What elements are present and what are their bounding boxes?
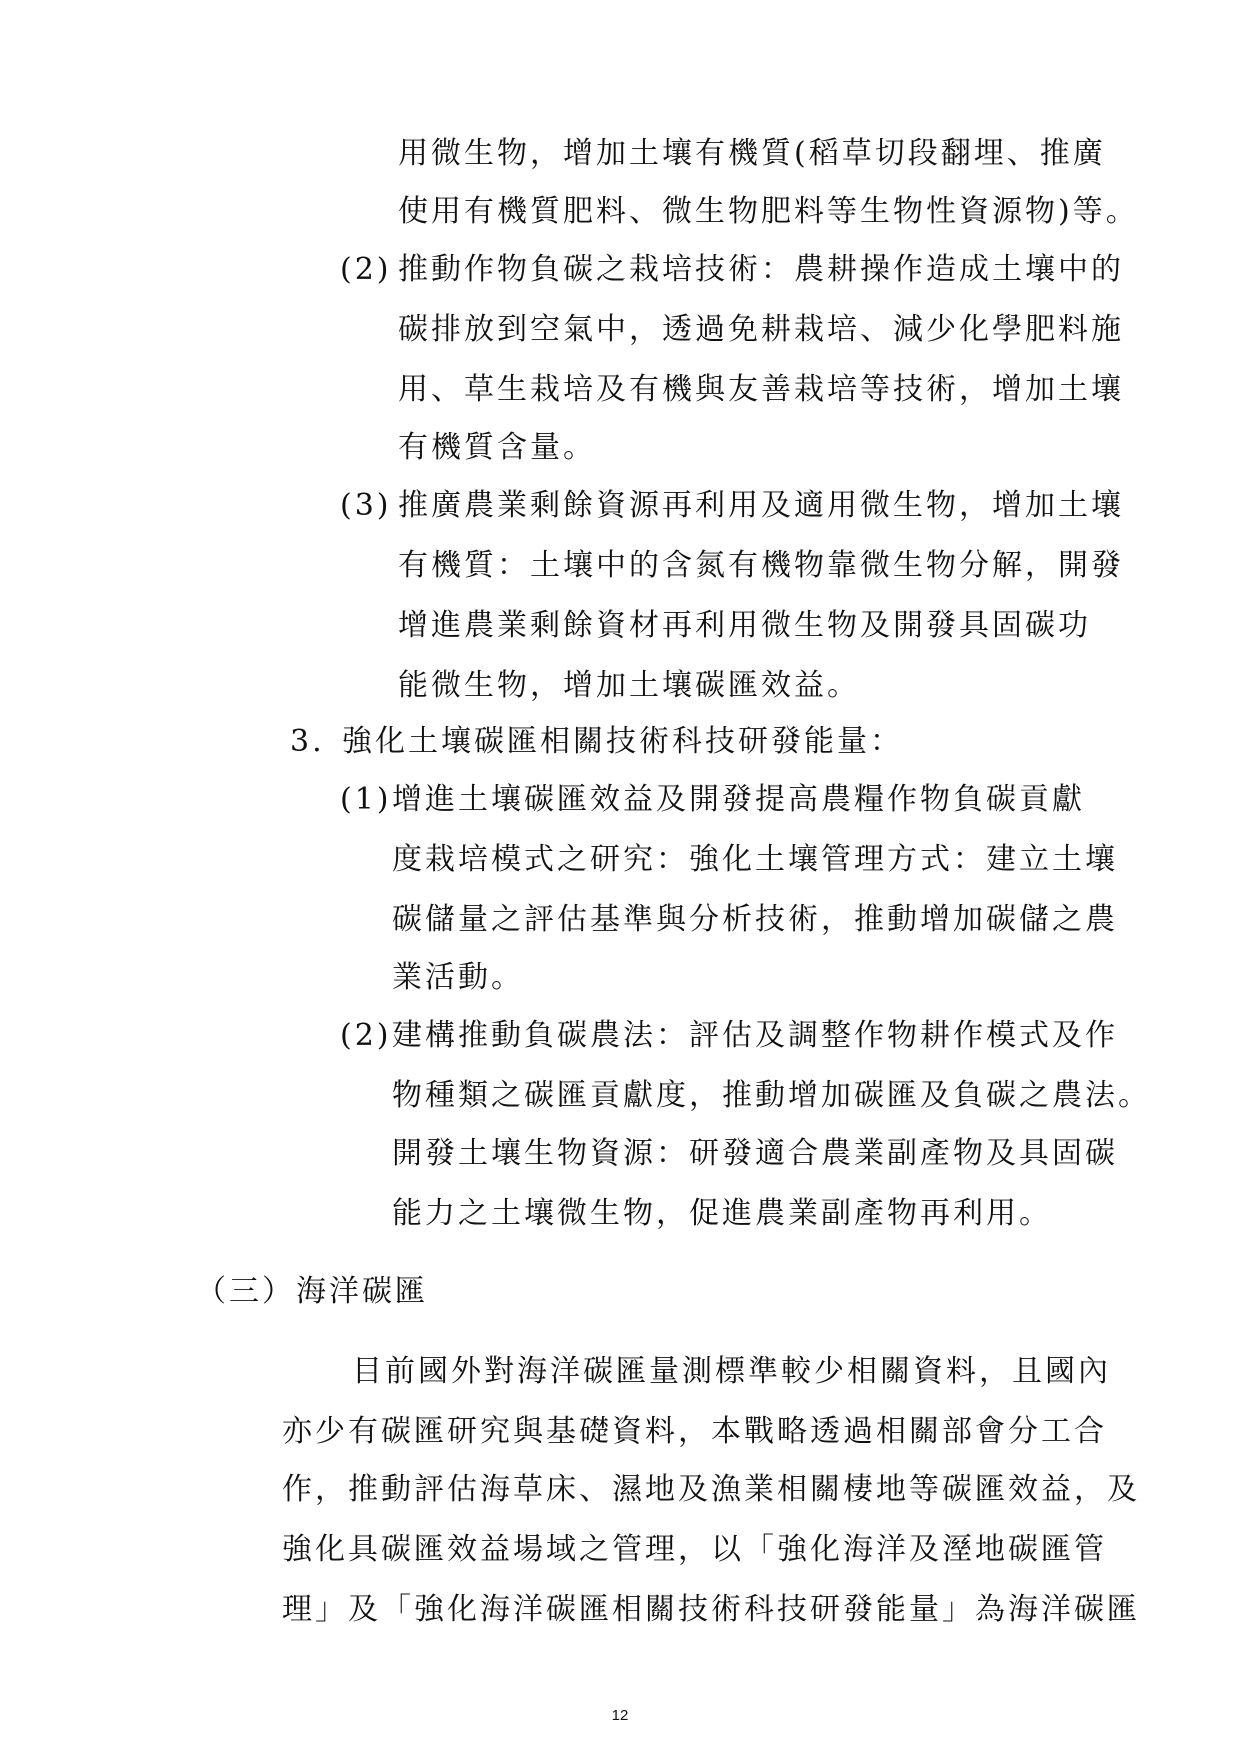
item-text-line: 有機質：土壤中的含氮有機物靠微生物分解，開發	[398, 548, 1124, 583]
item-text-line: 有機質含量。	[398, 430, 596, 465]
section-title: 強化土壤碳匯相關技術科技研發能量：	[342, 724, 903, 759]
continued-text-line: 使用有機質肥料、微生物肥料等生物性資源物)等。	[398, 194, 1139, 229]
item-text-line: 用、草生栽培及有機與友善栽培等技術，增加土壤	[398, 372, 1124, 407]
page-number: 12	[611, 1707, 629, 1724]
item-text-line: 能力之土壤微生物，促進農業副產物再利用。	[392, 1196, 1052, 1231]
item-text-line: 開發土壤生物資源：研發適合農業副產物及具固碳	[392, 1136, 1118, 1171]
item-text-line: 物種類之碳匯貢獻度，推動增加碳匯及負碳之農法。	[392, 1078, 1151, 1113]
item-text-line: 碳儲量之評估基準與分析技術，推動增加碳儲之農	[392, 902, 1118, 937]
continued-text-line: 用微生物，增加土壤有機質(稻草切段翻埋、推廣	[398, 136, 1106, 171]
subsection-heading: 海洋碳匯	[296, 1274, 428, 1309]
paragraph-line: 目前國外對海洋碳匯量測標準較少相關資料，且國內	[352, 1354, 1111, 1389]
item-label: (2)	[340, 1018, 392, 1053]
item-text-line: 度栽培模式之研究：強化土壤管理方式：建立土壤	[392, 842, 1118, 877]
item-text-line: 建構推動負碳農法：評估及調整作物耕作模式及作	[392, 1018, 1118, 1053]
item-label: (2)	[340, 252, 392, 287]
item-text-line: 增進土壤碳匯效益及開發提高農糧作物負碳貢獻	[392, 782, 1085, 817]
item-text-line: 推廣農業剩餘資源再利用及適用微生物，增加土壤	[398, 488, 1124, 523]
paragraph-line: 作，推動評估海草床、濕地及漁業相關棲地等碳匯效益，及	[282, 1472, 1140, 1507]
item-text-line: 業活動。	[392, 960, 524, 995]
item-label: (3)	[340, 488, 392, 523]
item-text-line: 增進農業剩餘資材再利用微生物及開發具固碳功	[398, 608, 1091, 643]
item-text-line: 能微生物，增加土壤碳匯效益。	[398, 668, 860, 703]
section-number: 3.	[290, 724, 325, 759]
paragraph-line: 強化具碳匯效益場域之管理，以「強化海洋及溼地碳匯管	[282, 1532, 1107, 1567]
paragraph-line: 理」及「強化海洋碳匯相關技術科技研發能量」為海洋碳匯	[282, 1592, 1140, 1627]
item-text-line: 推動作物負碳之栽培技術：農耕操作造成土壤中的	[398, 252, 1124, 287]
paragraph-line: 亦少有碳匯研究與基礎資料，本戰略透過相關部會分工合	[282, 1414, 1107, 1449]
item-label: (1)	[340, 782, 392, 817]
item-text-line: 碳排放到空氣中，透過免耕栽培、減少化學肥料施	[398, 312, 1124, 347]
subsection-number: （三）	[196, 1274, 295, 1309]
